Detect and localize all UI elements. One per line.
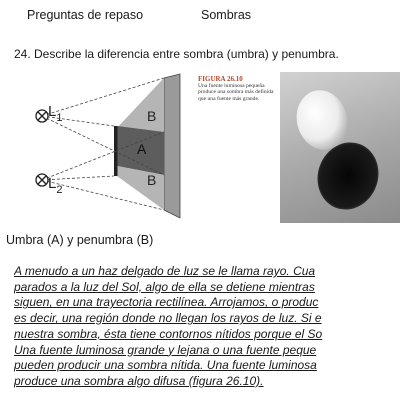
figure-title: FIGURA 26.10: [198, 75, 243, 83]
figure-panel: [192, 68, 400, 231]
egg-shadow-photo: [280, 72, 400, 223]
question-text: 24. Describe la diferencia entre sombra (umbra) y penumbra.: [14, 47, 339, 61]
region-label-top: B: [147, 108, 157, 124]
source-label-1: $L_1$: [48, 103, 63, 124]
umbra-penumbra-diagram: [14, 68, 194, 228]
source-label-2: $L_2$: [48, 175, 63, 196]
source-subscript-2: 2: [56, 184, 63, 196]
light-source-2: [36, 174, 48, 186]
paragraph-line: es decir, una región donde no llegan los rayos de luz. Si e: [14, 311, 322, 326]
diagram-caption: Umbra (A) y penumbra (B): [6, 233, 154, 247]
figure-caption: Una fuente luminosa pequeña produce una sombra más definida que una fuente más grande.: [198, 83, 274, 102]
header-right-title: Sombras: [201, 8, 252, 22]
paragraph-line: produce una sombra algo difusa (figura 26.10).: [14, 373, 264, 388]
paragraph-line: nuestra sombra, ésta tiene contornos nítidos porque el So: [14, 326, 323, 341]
paragraph-line: A menudo a un haz delgado de luz se le llama rayo. Cua: [14, 264, 316, 278]
paragraph-line: Una fuente luminosa grande y lejana o una fuente peque: [14, 342, 317, 357]
body-paragraph: [14, 264, 400, 390]
screen-panel: [164, 74, 180, 218]
region-label-middle: A: [137, 141, 147, 157]
egg-shadow-illustration: [280, 72, 400, 223]
paragraph-line: siguen, en una trayectoria rectilínea. Arrojamos, o produc: [14, 295, 319, 310]
paragraph-line: parados a la luz del Sol, algo de ella se detiene mientras: [14, 279, 315, 294]
region-label-bottom: B: [147, 172, 157, 188]
light-source-1: [36, 110, 48, 122]
source-subscript-1: 1: [56, 112, 63, 124]
paragraph-line: pueden producir una sombra nítida. Una fuente luminosa: [14, 358, 317, 373]
header-left-title: Preguntas de repaso: [27, 8, 144, 22]
